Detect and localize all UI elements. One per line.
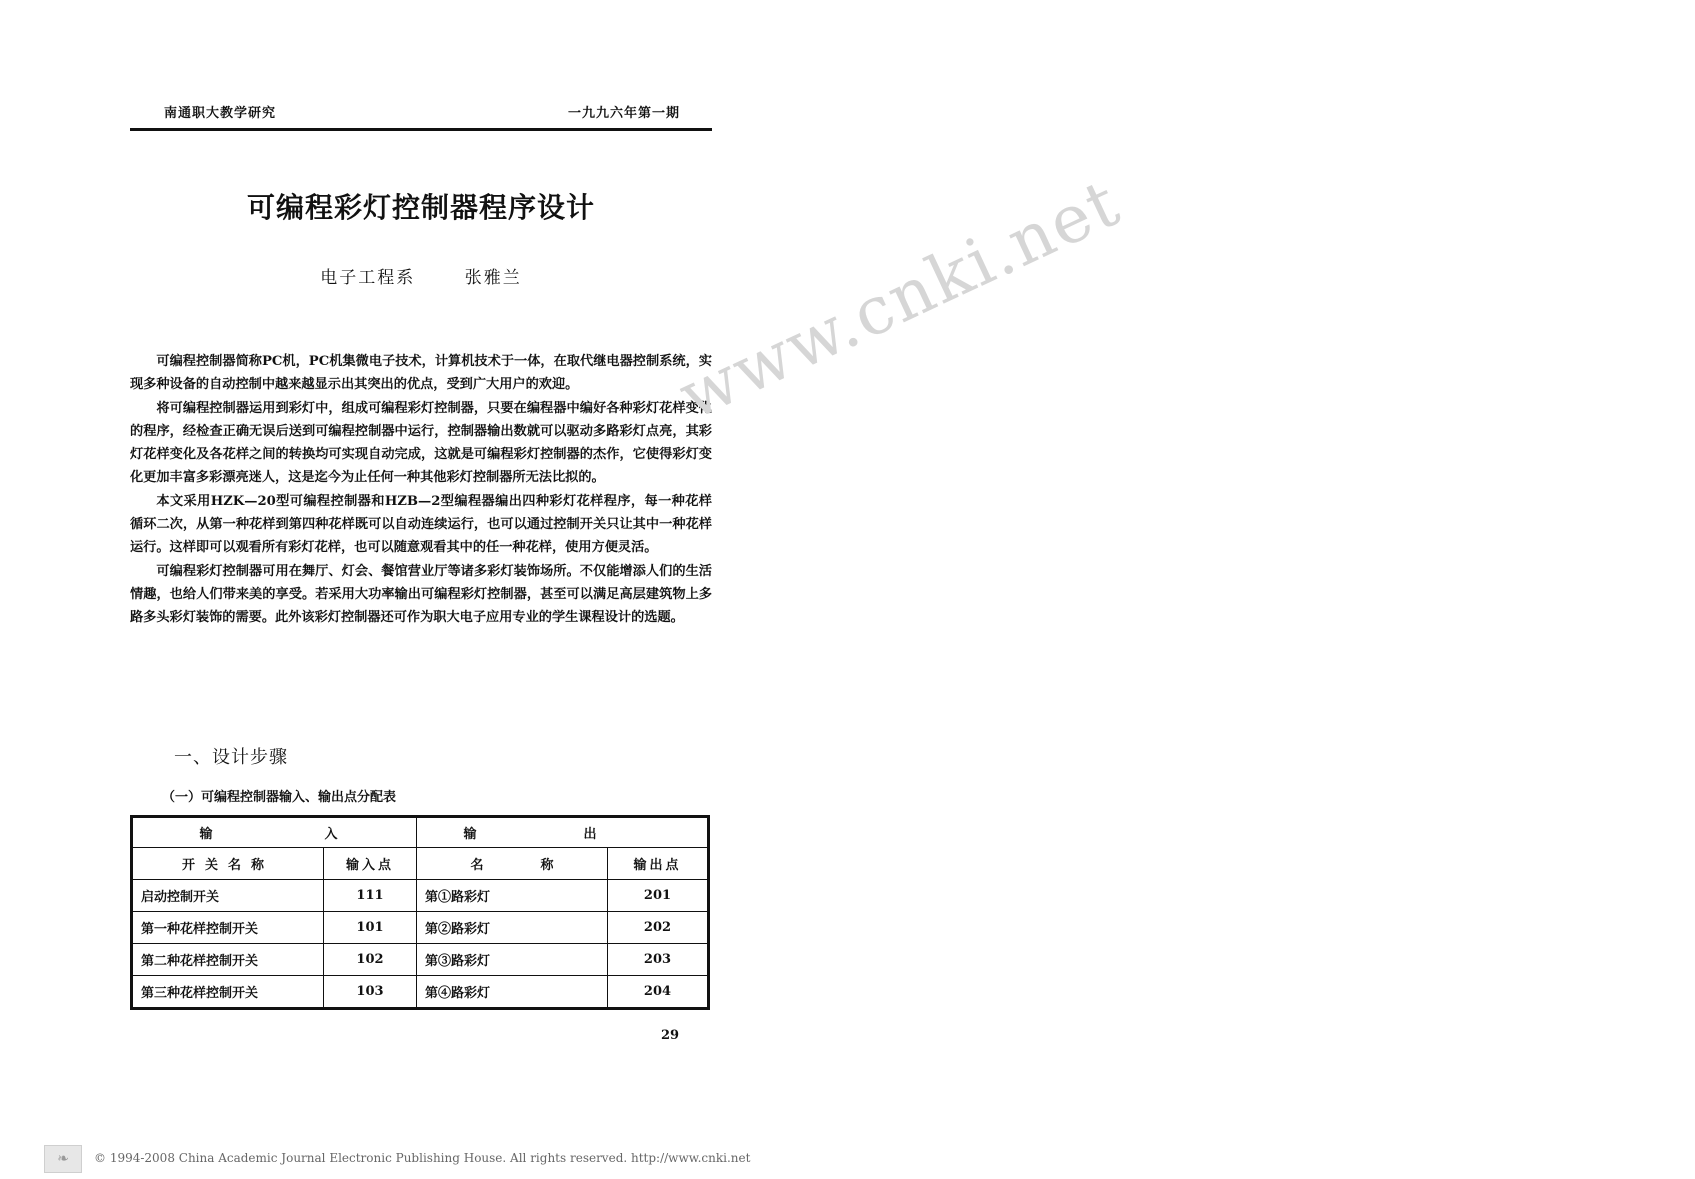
input-group-label-a: 输 xyxy=(199,827,213,842)
copyright-footer xyxy=(40,1145,760,1171)
cell-output: 203 xyxy=(608,944,709,976)
cell-output: 202 xyxy=(608,912,709,944)
copyright-text: © 1994-2008 China Academic Journal Electronic Publishing House. All rights reserved. http://www.cnki.net xyxy=(94,1151,751,1165)
output-group-label-a: 输 xyxy=(463,827,477,842)
cnki-logo-icon: ❧ xyxy=(44,1145,82,1173)
output-group-label-b: 出 xyxy=(583,827,597,842)
cell-name: 第②路彩灯 xyxy=(417,912,608,944)
cell-input: 111 xyxy=(324,880,417,912)
page-number: 29 xyxy=(661,1028,680,1043)
table-group-header-row xyxy=(132,817,709,848)
paragraph: 本文采用HZK—20型可编程控制器和HZB—2型编程器编出四种彩灯花样程序，每一种花样循环二次，从第一种花样到第四种花样既可以自动连续运行，也可以通过控制开关只让其中一种花样运行。这样即可以观看所有彩灯花样，也可以随意观看其中的任一种花样，使用方便灵活。 xyxy=(130,493,712,556)
col-header-name-b: 称 xyxy=(540,858,554,873)
cell-switch: 第一种花样控制开关 xyxy=(132,912,324,944)
author-department: 电子工程系 xyxy=(320,268,416,288)
article-body xyxy=(130,350,712,630)
issue-info: 一九九六年第一期 xyxy=(567,106,680,121)
paragraph: 可编程彩灯控制器可用在舞厅、灯会、餐馆营业厅等诸多彩灯装饰场所。不仅能增添人们的生活情趣，也给人们带来美的享受。若采用大功率输出可编程彩灯控制器，甚至可以满足高层建筑物上多路多头彩灯装饰的需要。此外该彩灯控制器还可作为职大电子应用专业的学生课程设计的选题。 xyxy=(130,563,712,626)
input-group-label-b: 入 xyxy=(324,827,338,842)
cell-output: 201 xyxy=(608,880,709,912)
cell-output: 204 xyxy=(608,976,709,1009)
col-header-output-point: 输出点 xyxy=(608,848,709,880)
col-header-input-point: 输入点 xyxy=(324,848,417,880)
cell-input: 102 xyxy=(324,944,417,976)
cell-name: 第①路彩灯 xyxy=(417,880,608,912)
table-row xyxy=(132,880,709,912)
cell-switch: 第二种花样控制开关 xyxy=(132,944,324,976)
table-row xyxy=(132,912,709,944)
cnki-watermark: www.cnki.net xyxy=(667,163,1132,436)
section-heading: 一、设计步骤 xyxy=(174,747,288,768)
col-header-switch-name: 开关名称 xyxy=(132,848,324,880)
table-column-header-row xyxy=(132,848,709,880)
cell-name: 第④路彩灯 xyxy=(417,976,608,1009)
cell-switch: 启动控制开关 xyxy=(132,880,324,912)
cell-switch: 第三种花样控制开关 xyxy=(132,976,324,1009)
author-line xyxy=(130,263,712,288)
output-group-header xyxy=(417,817,709,848)
author-name: 张雅兰 xyxy=(464,268,522,288)
table-caption: （一）可编程控制器输入、输出点分配表 xyxy=(162,790,397,805)
table-row xyxy=(132,944,709,976)
cell-name: 第③路彩灯 xyxy=(417,944,608,976)
col-header-name-a: 名 xyxy=(470,858,484,873)
cell-input: 103 xyxy=(324,976,417,1009)
input-group-header xyxy=(132,817,417,848)
cell-input: 101 xyxy=(324,912,417,944)
table-row xyxy=(132,976,709,1009)
io-allocation-table xyxy=(130,815,710,1010)
journal-name: 南通职大教学研究 xyxy=(164,106,277,121)
paragraph: 可编程控制器简称PC机，PC机集微电子技术，计算机技术于一体，在取代继电器控制系统，实现多种设备的自动控制中越来越显示出其突出的优点，受到广大用户的欢迎。 xyxy=(130,354,712,393)
article-title: 可编程彩灯控制器程序设计 xyxy=(246,191,595,224)
journal-header xyxy=(130,96,712,131)
paragraph: 将可编程控制器运用到彩灯中，组成可编程彩灯控制器，只要在编程器中编好各种彩灯花样变化的程序，经检查正确无误后送到可编程控制器中运行，控制器输出数就可以驱动多路彩灯点亮，其彩灯花样变化及各花样之间的转换均可实现自动完成，这就是可编程彩灯控制器的杰作，它使得彩灯变化更加丰富多彩漂亮迷人，这是迄今为止任何一种其他彩灯控制器所无法比拟的。 xyxy=(130,400,712,486)
col-header-name xyxy=(417,848,608,880)
